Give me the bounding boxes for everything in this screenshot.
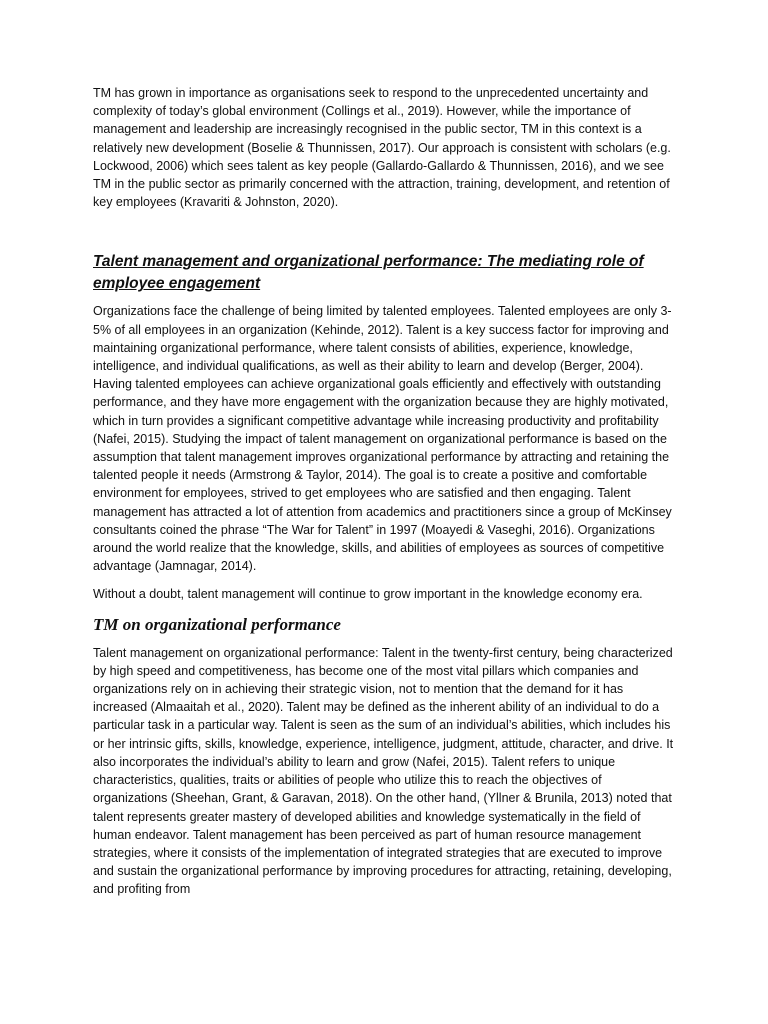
document-page <box>93 84 678 899</box>
section-heading-tm-performance: TM on organizational performance <box>93 614 341 634</box>
tm-performance-paragraph: Talent management on organizational performance: Talent in the twenty-first century, being characterized by high speed and competitiveness, has become one of the most vital pillars which companies and organizations rely on in achieving their strategic vision, not to mention that the demand for it has increased (Almaaitah et al., 2020). Talent may be defined as the inherent ability of an individual to do a particular task in a particular way. Talent is seen as the sum of an individual’s abilities, which includes his or her intrinsic gifts, skills, knowledge, experience, intelligence, judgment, attitude, character, and drive. It also incorporates the individual’s ability to learn and grow (Nafei, 2015). Talent refers to unique characteristics, qualities, traits or abilities of people who utilize this to reach the objectives of organizations (Sheehan, Grant, & Garavan, 2018). On the other hand, (Yllner & Brunila, 2013) noted that talent represents greater mastery of developed abilities and knowledge systematically in the field of human endeavor. Talent management has been perceived as part of human resource management strategies, where it consists of the implementation of integrated strategies that are executed to improve and sustain the organizational performance by improving procedures for attracting, retaining, developing, and profiting from <box>93 645 674 897</box>
section-heading-engagement: Talent management and organizational performance: The mediating role of employee engagement <box>93 253 644 293</box>
intro-paragraph: TM has grown in importance as organisations seek to respond to the unprecedented uncertainty and complexity of today’s global environment (Collings et al., 2019). However, while the importance of management and leadership are increasingly recognised in the public sector, TM in this context is a relatively new development (Boselie & Thunnissen, 2017). Our approach is consistent with scholars (e.g. Lockwood, 2006) which sees talent as key people (Gallardo-Gallardo & Thunnissen, 2016), and we see TM in the public sector as primarily concerned with the attraction, training, development, and retention of key employees (Kravariti & Johnston, 2020). <box>93 86 671 210</box>
engagement-paragraph: Organizations face the challenge of being limited by talented employees. Talented employees are only 3-5% of all employees in an organization (Kehinde, 2012). Talent is a key success factor for improving and maintaining organizational performance, where talent consists of abilities, experience, knowledge, intelligence, and individual qualifications, as well as their ability to learn and develop (Berger, 2004). Having talented employees can achieve organizational goals efficiently and effectively with outstanding performance, and they have more engagement with the organization because they are highly motivated, which in turn provides a significant competitive advantage while increasing productivity and profitability (Nafei, 2015). Studying the impact of talent management on organizational performance is based on the assumption that talent management improves organizational performance by attracting and retaining the talented people it needs (Armstrong & Taylor, 2014). The goal is to create a positive and comfortable environment for employees, strived to get employees who are satisfied and then engaging. Talent management has attracted a lot of attention from academics and practitioners since a group of McKinsey consultants coined the phrase “The War for Talent” in 1997 (Moayedi & Vaseghi, 2016). Organizations around the world realize that the knowledge, skills, and abilities of employees as sources of competitive advantage (Jamnagar, 2014). <box>93 304 672 574</box>
knowledge-economy-paragraph: Without a doubt, talent management will continue to grow important in the knowledge economy era. <box>93 587 643 602</box>
